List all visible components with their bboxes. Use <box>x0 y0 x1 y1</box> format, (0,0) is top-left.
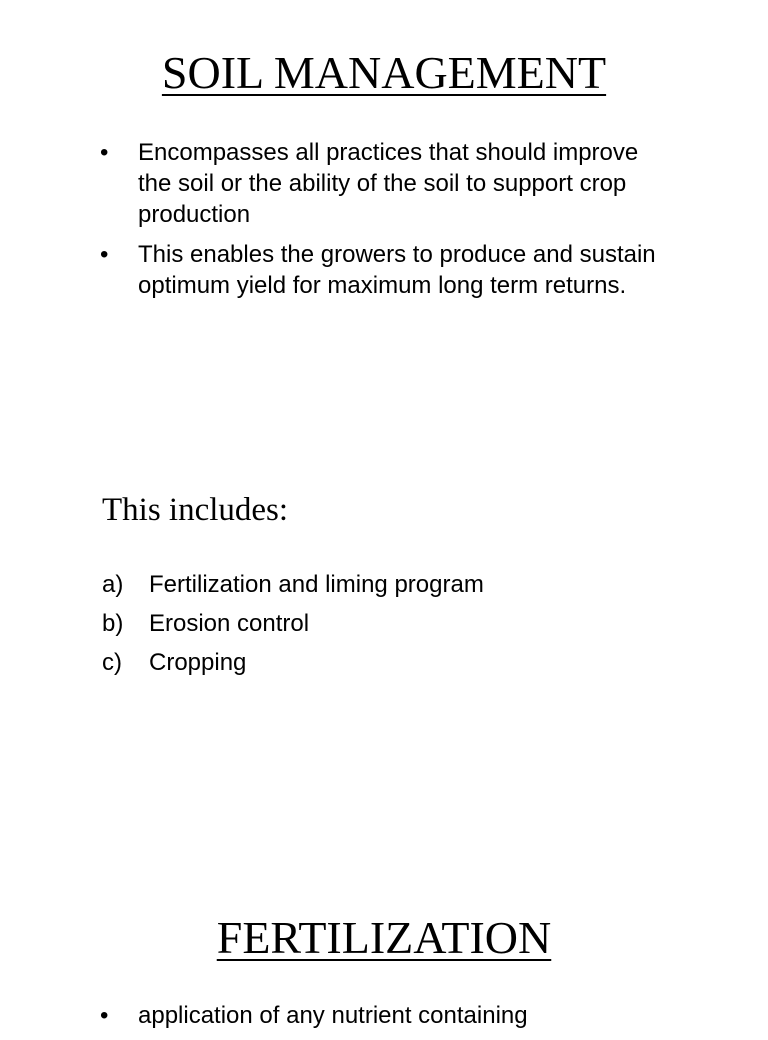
list-marker: b) <box>102 610 124 637</box>
bullet-icon: • <box>100 241 109 268</box>
bullet-text: application of any nutrient containing <box>138 1002 528 1029</box>
bullet-text: Encompasses all practices that should improve the soil or the ability of the soil to support crop production <box>138 139 639 228</box>
list-item <box>100 239 660 301</box>
list-item-text: Erosion control <box>149 610 310 637</box>
includes-list <box>102 569 484 686</box>
bullet-icon: • <box>100 1002 109 1029</box>
list-marker: a) <box>102 571 124 598</box>
list-item-text: Cropping <box>149 649 247 676</box>
page-title: SOIL MANAGEMENT <box>161 47 607 98</box>
list-item <box>100 1000 660 1031</box>
section-title: FERTILIZATION <box>216 912 552 963</box>
list-marker: c) <box>102 649 122 676</box>
bullet-list <box>100 1000 660 1040</box>
includes-heading: This includes: <box>102 492 289 528</box>
bullet-list <box>100 137 660 310</box>
list-item <box>102 647 484 678</box>
bullet-icon: • <box>100 139 109 166</box>
list-item <box>102 608 484 639</box>
list-item <box>100 137 660 230</box>
list-item <box>102 569 484 600</box>
bullet-text: This enables the growers to produce and sustain optimum yield for maximum long term returns. <box>138 241 656 299</box>
list-item-text: Fertilization and liming program <box>149 571 484 598</box>
